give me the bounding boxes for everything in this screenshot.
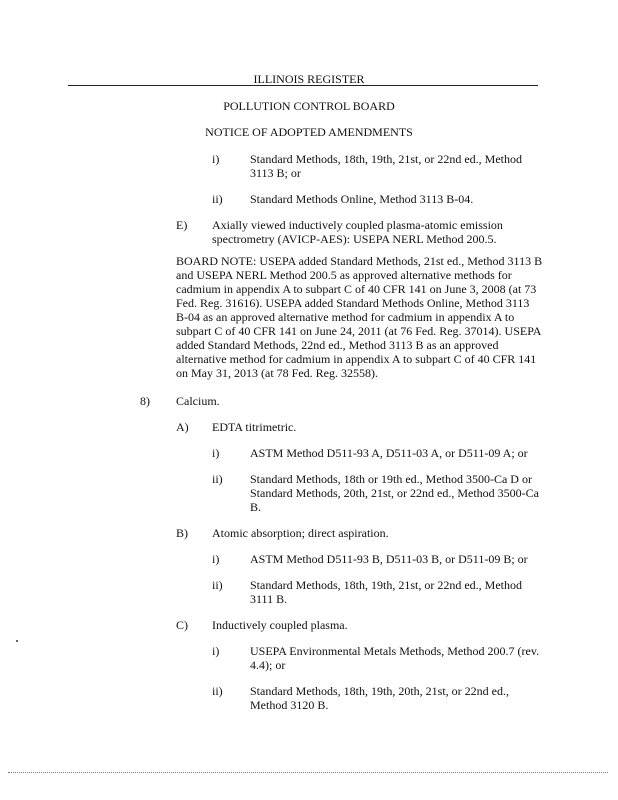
- item-label: i): [212, 552, 220, 566]
- board-title: POLLUTION CONTROL BOARD: [223, 99, 395, 113]
- section-label: 8): [140, 394, 150, 408]
- item-label: ii): [212, 684, 223, 698]
- item-text: Standard Methods, 18th, 19th, 20th, 21st, or 22nd ed., Method 3120 B.: [250, 684, 509, 712]
- item-text: Axially viewed inductively coupled plasma-atomic emission spectrometry (AVICP-AES): USEPA NERL Method 200.5.: [212, 218, 503, 246]
- item-label: E): [176, 218, 188, 232]
- section-title: Calcium.: [176, 394, 220, 408]
- scan-speck: [16, 640, 18, 642]
- subsection-label: B): [176, 526, 188, 540]
- subsection-title: EDTA titrimetric.: [212, 420, 297, 434]
- item-label: ii): [212, 192, 223, 206]
- item-label: i): [212, 152, 220, 166]
- item-label: i): [212, 644, 220, 658]
- subsection-label: C): [176, 618, 188, 632]
- item-text: Standard Methods, 18th, 19th, 21st, or 22nd ed., Method 3111 B.: [250, 578, 522, 606]
- register-title: ILLINOIS REGISTER: [253, 72, 365, 86]
- item-label: ii): [212, 578, 223, 592]
- item-label: i): [212, 446, 220, 460]
- scan-noise-line: [8, 772, 608, 773]
- item-text: Standard Methods, 18th, 19th, 21st, or 22nd ed., Method 3113 B; or: [250, 152, 522, 180]
- item-text: Standard Methods, 18th or 19th ed., Method 3500-Ca D or Standard Methods, 20th, 21st, or 22nd ed., Method 3500-Ca B.: [250, 472, 539, 514]
- item-label: ii): [212, 472, 223, 486]
- item-text: Standard Methods Online, Method 3113 B-04.: [250, 192, 474, 206]
- item-text: ASTM Method D511-93 A, D511-03 A, or D511-09 A; or: [250, 446, 528, 460]
- board-note: BOARD NOTE: USEPA added Standard Methods, 21st ed., Method 3113 B and USEPA NERL Method 200.5 as approved alternative methods for cadmium in appendix A to subpart C of 40 CFR 141 on June 3, 2008 (at 73 Fed. Reg. 31616). USEPA added Standard Methods Online, Method 3113 B-04 as an approved alternative method for cadmium in appendix A to subpart C of 40 CFR 141 on June 24, 2011 (at 76 Fed. Reg. 37014). USEPA added Standard Methods, 22nd ed., Method 3113 B as an approved alternative method for cadmium in appendix A to subpart C of 40 CFR 141 on May 31, 2013 (at 78 Fed. Reg. 32558).: [176, 254, 543, 380]
- notice-title: NOTICE OF ADOPTED AMENDMENTS: [205, 125, 413, 139]
- subsection-label: A): [176, 420, 189, 434]
- item-text: ASTM Method D511-93 B, D511-03 B, or D511-09 B; or: [250, 552, 528, 566]
- item-text: USEPA Environmental Metals Methods, Method 200.7 (rev. 4.4); or: [250, 644, 540, 672]
- subsection-title: Atomic absorption; direct aspiration.: [212, 526, 389, 540]
- header-rule: [68, 85, 538, 86]
- subsection-title: Inductively coupled plasma.: [212, 618, 348, 632]
